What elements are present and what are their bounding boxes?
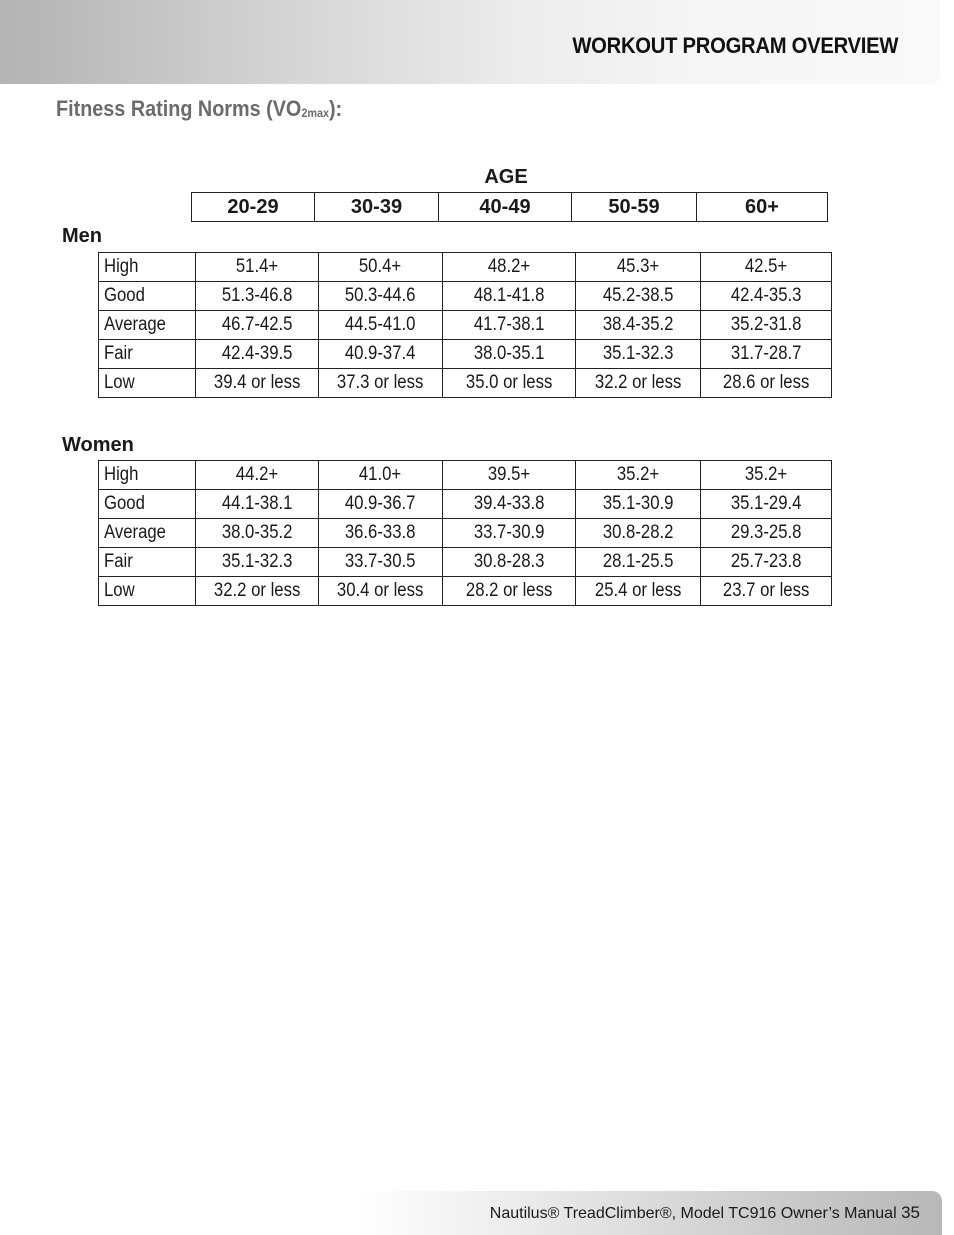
vo2-value-cell (196, 369, 319, 398)
table-row (99, 548, 832, 577)
vo2-value: 51.3-46.8 (221, 285, 293, 306)
vo2-value: 41.7-38.1 (473, 314, 545, 335)
vo2-value-cell (701, 490, 832, 519)
rating-category-label: Low (104, 580, 135, 601)
vo2-value: 38.0-35.2 (221, 522, 293, 543)
vo2-value-cell (319, 340, 443, 369)
vo2-value: 31.7-28.7 (730, 343, 802, 364)
vo2-value: 45.3+ (616, 256, 660, 277)
vo2-value-cell (196, 519, 319, 548)
vo2-value: 39.5+ (487, 464, 531, 485)
page-header-title: WORKOUT PROGRAM OVERVIEW (572, 33, 898, 58)
vo2-value-cell (196, 253, 319, 282)
vo2-value: 28.1-25.5 (602, 551, 674, 572)
vo2-value-cell (196, 490, 319, 519)
vo2-value-cell (701, 282, 832, 311)
vo2-value: 39.4 or less (213, 372, 301, 393)
rating-category-label: Fair (104, 551, 133, 572)
rating-category-cell (99, 577, 196, 606)
vo2-value-cell (196, 548, 319, 577)
vo2-value-cell (576, 577, 701, 606)
vo2-value-cell (319, 577, 443, 606)
vo2-value-cell (576, 340, 701, 369)
vo2-value: 42.4-35.3 (730, 285, 802, 306)
rating-category-cell (99, 311, 196, 340)
page-number: 35 (901, 1203, 920, 1222)
vo2-value-cell (196, 311, 319, 340)
men-group-label: Men (62, 225, 102, 247)
vo2-value: 44.1-38.1 (221, 493, 293, 514)
vo2-value-cell (701, 577, 832, 606)
vo2-value: 23.7 or less (722, 580, 810, 601)
vo2-value: 46.7-42.5 (221, 314, 293, 335)
vo2-value: 30.8-28.2 (602, 522, 674, 543)
table-row (99, 577, 832, 606)
vo2-value-cell (576, 461, 701, 490)
vo2-value: 35.1-29.4 (730, 493, 802, 514)
vo2-value: 29.3-25.8 (730, 522, 802, 543)
rating-category-label: Good (104, 493, 145, 514)
vo2-value-cell (443, 490, 576, 519)
footer (490, 1203, 920, 1223)
vo2-value: 32.2 or less (213, 580, 301, 601)
vo2-value: 25.4 or less (594, 580, 682, 601)
rating-category-label: High (104, 464, 139, 485)
vo2-value: 40.9-36.7 (345, 493, 416, 514)
vo2-value: 35.2+ (744, 464, 788, 485)
vo2-value: 35.1-30.9 (602, 493, 674, 514)
rating-category-cell (99, 461, 196, 490)
vo2-value: 50.3-44.6 (345, 285, 416, 306)
vo2-value-cell (701, 253, 832, 282)
vo2-value: 51.4+ (235, 256, 279, 277)
vo2-value: 36.6-33.8 (345, 522, 416, 543)
rating-category-cell (99, 253, 196, 282)
age-column-header: 20-29 (192, 193, 315, 222)
vo2-value: 35.2-31.8 (730, 314, 802, 335)
rating-category-label: Average (104, 522, 166, 543)
vo2-value: 25.7-23.8 (730, 551, 802, 572)
rating-category-label: Fair (104, 343, 133, 364)
section-title-subscript: 2max (301, 106, 329, 120)
table-row (99, 461, 832, 490)
vo2-value-cell (576, 369, 701, 398)
rating-category-cell (99, 519, 196, 548)
rating-category-cell (99, 340, 196, 369)
vo2-value-cell (319, 311, 443, 340)
vo2-value: 35.1-32.3 (602, 343, 674, 364)
vo2-value: 37.3 or less (337, 372, 424, 393)
vo2-value-cell (701, 311, 832, 340)
vo2-value-cell (196, 461, 319, 490)
vo2-value-cell (576, 282, 701, 311)
women-table (98, 460, 832, 606)
vo2-value-cell (701, 519, 832, 548)
vo2-value: 42.4-39.5 (221, 343, 293, 364)
section-title-prefix: Fitness Rating Norms (VO (56, 96, 302, 121)
rating-category-label: Average (104, 314, 166, 335)
vo2-value-cell (443, 282, 576, 311)
rating-category-label: Good (104, 285, 145, 306)
rating-category-cell (99, 282, 196, 311)
vo2-value: 35.0 or less (465, 372, 553, 393)
vo2-value: 50.4+ (359, 256, 402, 277)
vo2-value: 35.1-32.3 (221, 551, 293, 572)
table-row (99, 282, 832, 311)
vo2-value: 40.9-37.4 (345, 343, 416, 364)
vo2-value-cell (443, 311, 576, 340)
vo2-value: 48.1-41.8 (473, 285, 545, 306)
vo2-value: 30.4 or less (337, 580, 424, 601)
table-row (99, 369, 832, 398)
age-header-row (192, 193, 828, 222)
age-column-header: 30-39 (315, 193, 439, 222)
vo2-value: 39.4-33.8 (473, 493, 545, 514)
vo2-value: 28.2 or less (465, 580, 553, 601)
vo2-value-cell (576, 519, 701, 548)
vo2-value-cell (576, 548, 701, 577)
table-row (99, 311, 832, 340)
vo2-value: 45.2-38.5 (602, 285, 674, 306)
age-column-header: 40-49 (439, 193, 572, 222)
vo2-value: 38.4-35.2 (602, 314, 674, 335)
vo2-value-cell (319, 282, 443, 311)
vo2-value-cell (576, 490, 701, 519)
footer-manual-title: Nautilus® TreadClimber®, Model TC916 Owner’s Manual (489, 1205, 897, 1222)
vo2-value-cell (196, 340, 319, 369)
vo2-value-cell (319, 490, 443, 519)
vo2-value-cell (196, 282, 319, 311)
age-column-header: 50-59 (572, 193, 697, 222)
vo2-value-cell (576, 253, 701, 282)
vo2-value: 41.0+ (359, 464, 402, 485)
vo2-value-cell (443, 369, 576, 398)
table-row (99, 490, 832, 519)
vo2-value: 48.2+ (487, 256, 531, 277)
vo2-value-cell (701, 369, 832, 398)
vo2-value: 33.7-30.9 (473, 522, 545, 543)
vo2-value-cell (701, 548, 832, 577)
vo2-value-cell (576, 311, 701, 340)
vo2-value: 33.7-30.5 (345, 551, 416, 572)
women-group-label: Women (62, 434, 134, 456)
age-label: AGE (484, 166, 528, 188)
rating-category-cell (99, 490, 196, 519)
vo2-value-cell (319, 519, 443, 548)
vo2-value: 38.0-35.1 (473, 343, 545, 364)
vo2-value: 42.5+ (744, 256, 788, 277)
rating-category-label: Low (104, 372, 135, 393)
age-header-table (191, 192, 828, 222)
vo2-value-cell (701, 461, 832, 490)
vo2-value-cell (196, 577, 319, 606)
section-title-suffix: ): (328, 96, 343, 121)
vo2-value-cell (443, 548, 576, 577)
vo2-value-cell (701, 340, 832, 369)
vo2-value-cell (443, 253, 576, 282)
table-row (99, 519, 832, 548)
table-row (99, 340, 832, 369)
vo2-value-cell (443, 461, 576, 490)
rating-category-cell (99, 548, 196, 577)
vo2-value-cell (319, 548, 443, 577)
vo2-value-cell (443, 519, 576, 548)
vo2-value: 30.8-28.3 (473, 551, 545, 572)
vo2-value-cell (443, 340, 576, 369)
vo2-value-cell (443, 577, 576, 606)
rating-category-label: High (104, 256, 139, 277)
vo2-value: 32.2 or less (594, 372, 682, 393)
vo2-value-cell (319, 253, 443, 282)
vo2-value-cell (319, 461, 443, 490)
age-column-header: 60+ (697, 193, 828, 222)
table-row (99, 253, 832, 282)
section-title (56, 96, 342, 122)
rating-category-cell (99, 369, 196, 398)
vo2-value: 44.5-41.0 (345, 314, 416, 335)
vo2-value: 44.2+ (235, 464, 279, 485)
vo2-value: 28.6 or less (722, 372, 810, 393)
men-table (98, 252, 832, 398)
vo2-value-cell (319, 369, 443, 398)
vo2-value: 35.2+ (616, 464, 660, 485)
